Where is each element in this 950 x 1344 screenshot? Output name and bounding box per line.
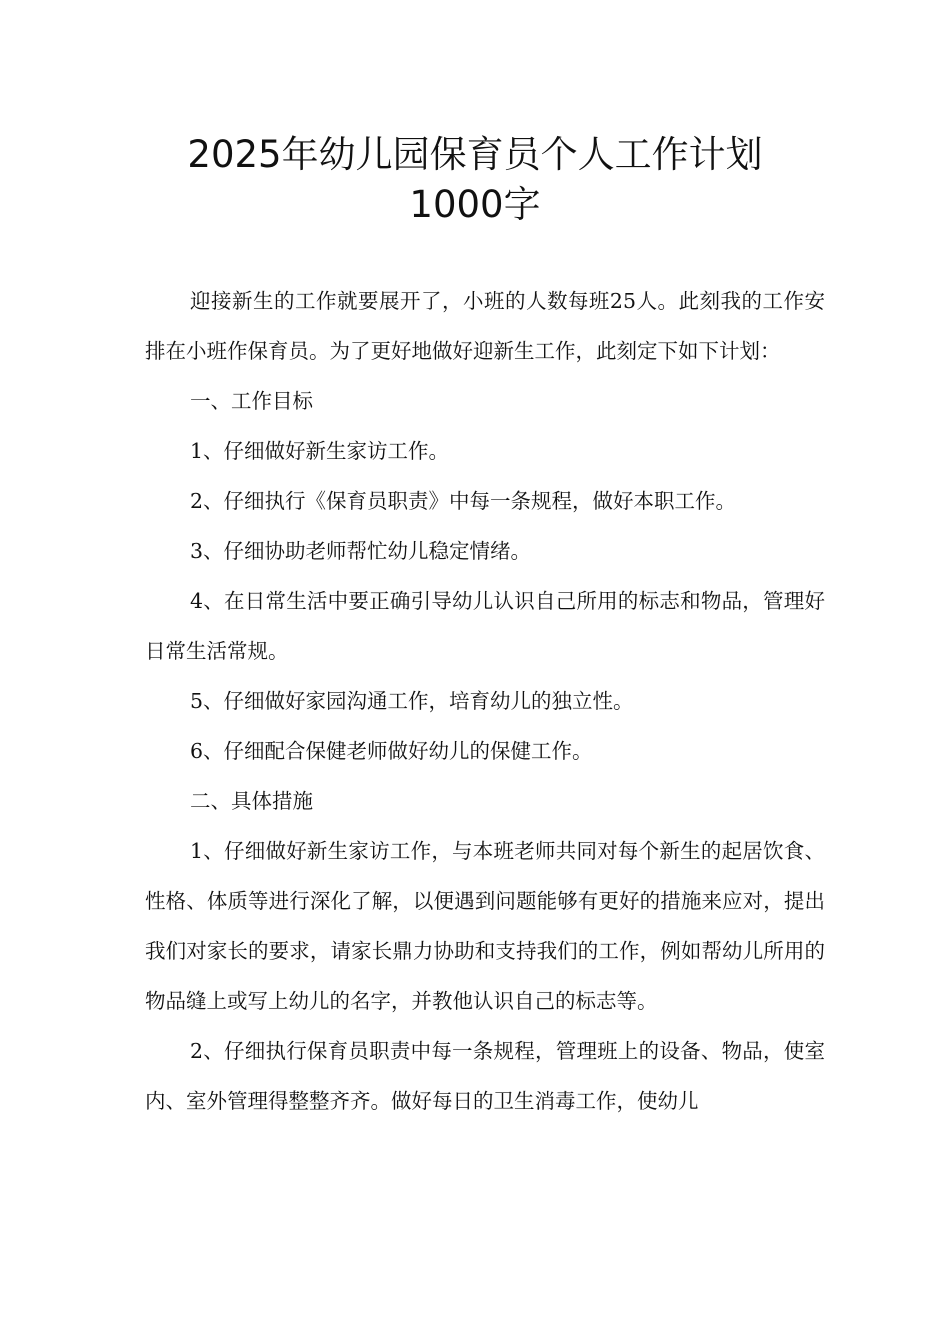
measure-item-1: 1、仔细做好新生家访工作，与本班老师共同对每个新生的起居饮食、性格、体质等进行深化了解，以便遇到问题能够有更好的措施来应对，提出我们对家长的要求，请家长鼎力协助和支持我们的工作，例如帮幼儿所用的物品缝上或写上幼儿的名字，并教他认识自己的标志等。 (145, 839, 825, 1013)
section-heading-goals: 一、工作目标 (190, 389, 313, 413)
goal-item-2: 2、仔细执行《保育员职责》中每一条规程，做好本职工作。 (190, 489, 737, 513)
goal-item-3: 3、仔细协助老师帮忙幼儿稳定情绪。 (190, 539, 532, 563)
goal-item-5: 5、仔细做好家园沟通工作，培育幼儿的独立性。 (190, 689, 634, 713)
measure-item-2: 2、仔细执行保育员职责中每一条规程，管理班上的设备、物品，使室内、室外管理得整整齐齐。做好每日的卫生消毒工作，使幼儿 (145, 1039, 825, 1113)
document-title-line1: 2025年幼儿园保育员个人工作计划 (187, 133, 763, 176)
section-heading-measures: 二、具体措施 (190, 789, 313, 813)
paragraph-intro: 迎接新生的工作就要展开了，小班的人数每班25人。此刻我的工作安排在小班作保育员。为了更好地做好迎新生工作，此刻定下如下计划： (145, 289, 825, 363)
document-body (145, 276, 825, 1126)
goal-item-1: 1、仔细做好新生家访工作。 (190, 439, 450, 463)
document-title-line2: 1000字 (409, 183, 541, 226)
goal-item-4: 4、在日常生活中要正确引导幼儿认识自己所用的标志和物品，管理好日常生活常规。 (145, 589, 825, 663)
goal-item-6: 6、仔细配合保健老师做好幼儿的保健工作。 (190, 739, 593, 763)
